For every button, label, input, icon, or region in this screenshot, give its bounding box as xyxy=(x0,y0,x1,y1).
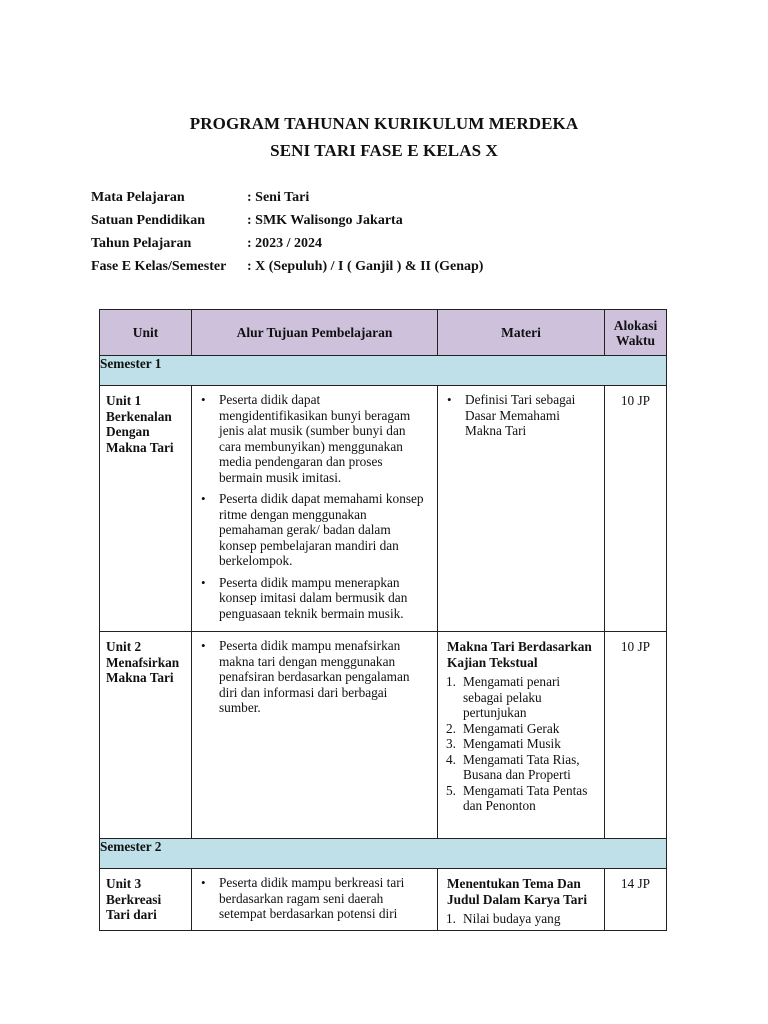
meta-row xyxy=(91,258,483,281)
meta-label: Fase E Kelas/Semester xyxy=(91,259,227,274)
materi-list-item: 2. Mengamati Gerak xyxy=(446,720,560,736)
atp-item: • Peserta didik mampu menafsirkan makna tari dengan menggunakan penafsiran berdasarkan pengalaman diri dan informasi dari berbagai sumber. xyxy=(219,638,429,716)
atp-cell xyxy=(192,869,438,931)
atp-item: • Peserta didik mampu menerapkan konsep imitasi dalam bermusik dan penguasaan teknik bermain musik. xyxy=(219,575,429,622)
table-row xyxy=(100,632,667,839)
meta-row xyxy=(91,212,483,235)
semester-label: Semester 2 xyxy=(100,839,667,869)
materi-heading: Menentukan Tema Dan Judul Dalam Karya Tari xyxy=(447,876,588,907)
materi-item: • Definisi Tari sebagai Dasar Memahami Makna Tari xyxy=(465,392,596,439)
table-row xyxy=(100,386,667,632)
unit-cell: Unit 1 Berkenalan Dengan Makna Tari xyxy=(100,386,192,632)
atp-cell xyxy=(192,632,438,839)
table-row xyxy=(100,869,667,931)
header-alokasi: Alokasi Waktu xyxy=(605,310,667,356)
table-header-row xyxy=(100,310,667,356)
semester-row xyxy=(100,839,667,869)
semester-row xyxy=(100,356,667,386)
header-materi: Materi xyxy=(438,310,605,356)
materi-list-item: 3. Mengamati Musik xyxy=(446,736,561,751)
materi-cell xyxy=(438,386,605,632)
unit-cell: Unit 3 Berkreasi Tari dari xyxy=(100,869,192,931)
document-subtitle: SENI TARI FASE E KELAS X xyxy=(270,141,498,160)
materi-list-item: 1. Nilai budaya yang xyxy=(446,911,561,926)
atp-item: • Peserta didik mampu berkreasi tari berdasarkan ragam seni daerah setempat berdasarkan potensi diri xyxy=(219,875,429,922)
materi-cell xyxy=(438,869,605,931)
meta-label: Satuan Pendidikan xyxy=(91,213,205,228)
alokasi-cell: 10 JP xyxy=(605,386,667,632)
atp-item: • Peserta didik dapat mengidentifikasikan bunyi beragam jenis alat musik (sumber bunyi dan cara membunyikan) menggunakan media pendengaran dan proses bermain musik imitasi. xyxy=(219,392,429,485)
materi-list-item: 1. Mengamati penari sebagai pelaku pertunjukan xyxy=(446,674,561,720)
meta-value: : 2023 / 2024 xyxy=(247,236,323,251)
semester-label: Semester 1 xyxy=(100,356,667,386)
meta-row xyxy=(91,189,483,212)
alokasi-cell: 14 JP xyxy=(605,869,667,931)
materi-list-item: 4. Mengamati Tata Rias, Busana dan Properti xyxy=(446,751,580,782)
meta-row xyxy=(91,235,483,258)
materi-heading: Makna Tari Berdasarkan Kajian Tekstual xyxy=(447,639,592,670)
materi-list-item: 5. Mengamati Tata Pentas dan Penonton xyxy=(446,782,588,813)
header-unit: Unit xyxy=(100,310,192,356)
document-title: PROGRAM TAHUNAN KURIKULUM MERDEKA xyxy=(189,114,579,133)
program-table xyxy=(99,309,667,931)
unit-cell: Unit 2 Menafsirkan Makna Tari xyxy=(100,632,192,839)
atp-item: • Peserta didik dapat memahami konsep ritme dengan menggunakan pemahaman gerak/ badan dalam konsep pembelajaran mandiri dan berkelompok. xyxy=(219,491,429,569)
meta-value: : X (Sepuluh) / I ( Ganjil ) & II (Genap) xyxy=(247,259,484,274)
meta-label: Mata Pelajaran xyxy=(91,190,185,205)
meta-value: : Seni Tari xyxy=(247,190,310,205)
meta-info xyxy=(91,189,483,281)
meta-value: : SMK Walisongo Jakarta xyxy=(247,213,403,228)
atp-cell xyxy=(192,386,438,632)
header-atp: Alur Tujuan Pembelajaran xyxy=(192,310,438,356)
meta-label: Tahun Pelajaran xyxy=(91,236,192,251)
materi-cell xyxy=(438,632,605,839)
alokasi-cell: 10 JP xyxy=(605,632,667,839)
